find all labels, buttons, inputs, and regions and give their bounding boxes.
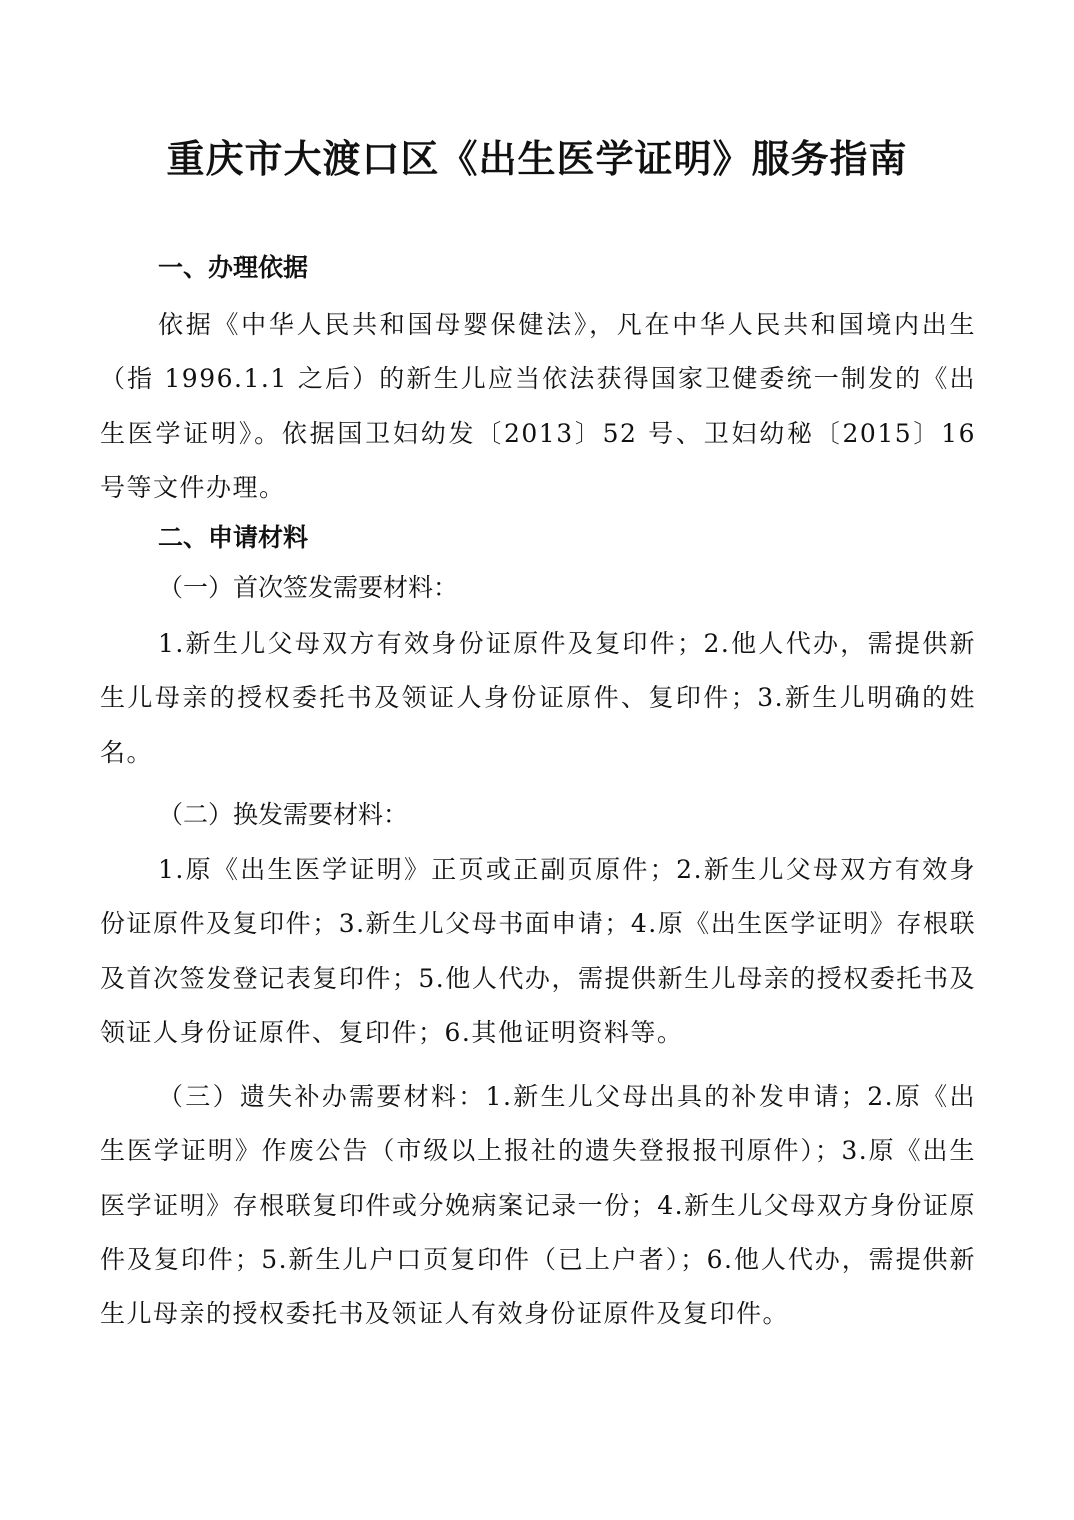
- paragraph-first-issue: 1.新生儿父母双方有效身份证原件及复印件；2.他人代办，需提供新生儿母亲的授权委托书及领证人身份证原件、复印件；3.新生儿明确的姓名。: [100, 629, 976, 767]
- subheading-replacement: （二）换发需要材料：: [158, 800, 409, 829]
- page-title: 重庆市大渡口区《出生医学证明》服务指南: [166, 136, 908, 181]
- section-heading-materials: 二、申请材料: [158, 523, 309, 552]
- subheading-first-issue: （一）首次签发需要材料：: [158, 573, 459, 602]
- section-heading-basis: 一、办理依据: [158, 253, 309, 282]
- subheading-lost-reissue: （三）遗失补办需要材料：: [158, 1082, 486, 1111]
- paragraph-replacement: 1.原《出生医学证明》正页或正副页原件；2.新生儿父母双方有效身份证原件及复印件；3.新生儿父母书面申请；4.原《出生医学证明》存根联及首次签发登记表复印件；5.他人代办，需提供新生儿母亲的授权委托书及领证人身份证原件、复印件；6.其他证明资料等。: [100, 855, 976, 1047]
- paragraph-lost-reissue: [100, 1070, 976, 1341]
- paragraph-basis: 依据《中华人民共和国母婴保健法》，凡在中华人民共和国境内出生（指 1996.1.1 之后）的新生儿应当依法获得国家卫健委统一制发的《出生医学证明》。依据国卫妇幼发〔2013〕52 号、卫妇幼秘〔2015〕16 号等文件办理。: [100, 310, 976, 502]
- paragraph-lost-reissue-text: 1.新生儿父母出具的补发申请；2.原《出生医学证明》作废公告（市级以上报社的遗失登报报刊原件）；3.原《出生医学证明》存根联复印件或分娩病案记录一份；4.新生儿父母双方身份证原件及复印件；5.新生儿户口页复印件（已上户者）；6.他人代办，需提供新生儿母亲的授权委托书及领证人有效身份证原件及复印件。: [100, 1082, 976, 1329]
